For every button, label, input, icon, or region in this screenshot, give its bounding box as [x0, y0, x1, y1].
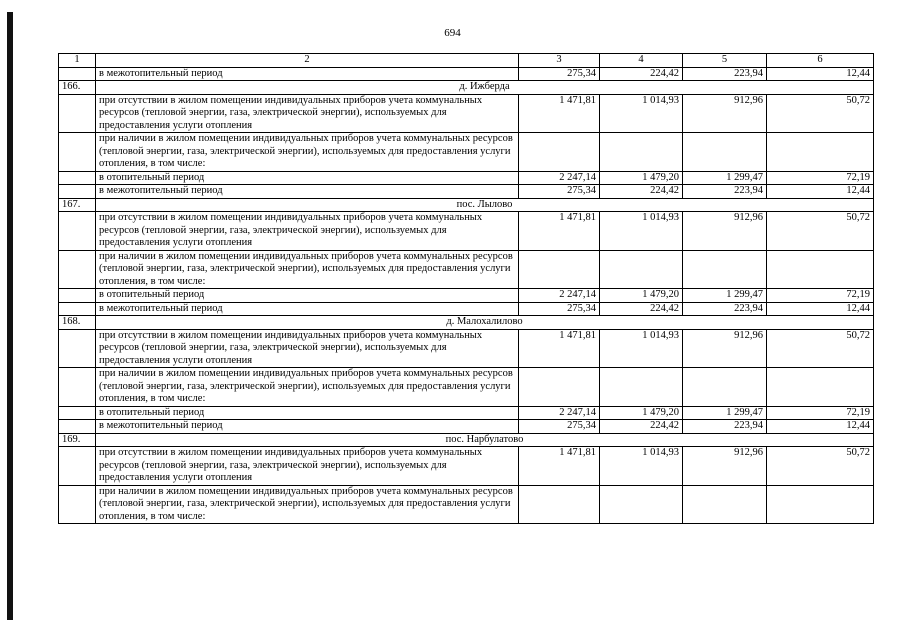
row-number-cell [59, 289, 96, 303]
value-cell: 1 014,93 [600, 329, 683, 368]
value-cell: 912,96 [683, 212, 767, 251]
condition-row [59, 329, 874, 368]
value-cell [683, 485, 767, 524]
period-row [59, 289, 874, 303]
value-cell: 275,34 [519, 185, 600, 199]
table-header-row [59, 54, 874, 68]
value-cell [519, 485, 600, 524]
period-row [59, 185, 874, 199]
value-cell: 1 299,47 [683, 171, 767, 185]
row-label: в межотопительный период [96, 420, 519, 434]
header-cell: 1 [59, 54, 96, 68]
header-cell: 3 [519, 54, 600, 68]
header-cell: 2 [96, 54, 519, 68]
settlement-row [59, 316, 874, 330]
value-cell: 72,19 [767, 289, 874, 303]
value-cell: 1 471,81 [519, 94, 600, 133]
value-cell: 1 479,20 [600, 289, 683, 303]
row-number-cell [59, 250, 96, 289]
page-number: 694 [444, 27, 461, 39]
period-row [59, 171, 874, 185]
row-number-cell [59, 406, 96, 420]
table-body [59, 54, 874, 524]
row-label: в межотопительный период [96, 67, 519, 81]
value-cell: 275,34 [519, 420, 600, 434]
row-number-cell [59, 171, 96, 185]
value-cell: 223,94 [683, 302, 767, 316]
settlement-name: д. Ижберда [96, 81, 874, 95]
value-cell: 2 247,14 [519, 171, 600, 185]
header-cell: 6 [767, 54, 874, 68]
value-cell [767, 485, 874, 524]
value-cell: 224,42 [600, 302, 683, 316]
value-cell: 1 014,93 [600, 447, 683, 486]
value-cell: 912,96 [683, 94, 767, 133]
value-cell: 1 471,81 [519, 329, 600, 368]
row-number-cell [59, 485, 96, 524]
period-row [59, 67, 874, 81]
row-number-cell [59, 368, 96, 407]
row-number-cell [59, 67, 96, 81]
condition-row [59, 485, 874, 524]
settlement-number: 167. [59, 198, 96, 212]
condition-row [59, 368, 874, 407]
value-cell [600, 368, 683, 407]
value-cell [600, 485, 683, 524]
value-cell: 224,42 [600, 420, 683, 434]
condition-row [59, 212, 874, 251]
settlement-name: д. Малохалилово [96, 316, 874, 330]
value-cell: 223,94 [683, 185, 767, 199]
value-cell: 2 247,14 [519, 406, 600, 420]
header-cell: 5 [683, 54, 767, 68]
period-row [59, 420, 874, 434]
value-cell: 50,72 [767, 212, 874, 251]
row-number-cell [59, 447, 96, 486]
value-cell [519, 368, 600, 407]
value-cell [600, 250, 683, 289]
scan-edge-bar [7, 12, 13, 620]
row-label: в отопительный период [96, 289, 519, 303]
row-label: в отопительный период [96, 406, 519, 420]
value-cell: 224,42 [600, 185, 683, 199]
value-cell: 1 471,81 [519, 447, 600, 486]
row-label: при отсутствии в жилом помещении индивидуальных приборов учета коммунальных ресурсов (тепловой энергии, газа, электрической энергии), используемых для предоставления услуги отопления [96, 447, 519, 486]
value-cell: 1 299,47 [683, 289, 767, 303]
row-label: при отсутствии в жилом помещении индивидуальных приборов учета коммунальных ресурсов (тепловой энергии, газа, электрической энергии), используемых для предоставления услуги отопления [96, 329, 519, 368]
value-cell: 223,94 [683, 420, 767, 434]
condition-row [59, 447, 874, 486]
value-cell: 50,72 [767, 447, 874, 486]
value-cell [519, 250, 600, 289]
value-cell: 72,19 [767, 406, 874, 420]
row-number-cell [59, 185, 96, 199]
settlement-row [59, 433, 874, 447]
row-number-cell [59, 329, 96, 368]
value-cell [519, 133, 600, 172]
settlement-row [59, 198, 874, 212]
value-cell: 1 479,20 [600, 171, 683, 185]
value-cell: 224,42 [600, 67, 683, 81]
value-cell: 223,94 [683, 67, 767, 81]
row-label: при наличии в жилом помещении индивидуальных приборов учета коммунальных ресурсов (тепловой энергии, газа, электрической энергии), используемых для предоставления услуги отопления, в том числе: [96, 485, 519, 524]
value-cell: 1 471,81 [519, 212, 600, 251]
value-cell: 12,44 [767, 302, 874, 316]
row-number-cell [59, 133, 96, 172]
row-label: при наличии в жилом помещении индивидуальных приборов учета коммунальных ресурсов (тепловой энергии, газа, электрической энергии), используемых для предоставления услуги отопления, в том числе: [96, 133, 519, 172]
row-number-cell [59, 94, 96, 133]
value-cell: 12,44 [767, 185, 874, 199]
row-label: при наличии в жилом помещении индивидуальных приборов учета коммунальных ресурсов (тепловой энергии, газа, электрической энергии), используемых для предоставления услуги отопления, в том числе: [96, 250, 519, 289]
value-cell: 1 014,93 [600, 212, 683, 251]
value-cell: 275,34 [519, 302, 600, 316]
value-cell [767, 250, 874, 289]
settlement-number: 168. [59, 316, 96, 330]
tariff-table [58, 53, 874, 524]
value-cell [683, 368, 767, 407]
value-cell: 50,72 [767, 329, 874, 368]
row-label: при наличии в жилом помещении индивидуальных приборов учета коммунальных ресурсов (тепловой энергии, газа, электрической энергии), используемых для предоставления услуги отопления, в том числе: [96, 368, 519, 407]
row-number-cell [59, 212, 96, 251]
condition-row [59, 133, 874, 172]
value-cell: 12,44 [767, 67, 874, 81]
row-label: в отопительный период [96, 171, 519, 185]
value-cell [683, 250, 767, 289]
condition-row [59, 250, 874, 289]
value-cell: 50,72 [767, 94, 874, 133]
settlement-number: 166. [59, 81, 96, 95]
value-cell: 1 479,20 [600, 406, 683, 420]
period-row [59, 302, 874, 316]
row-label: в межотопительный период [96, 302, 519, 316]
settlement-row [59, 81, 874, 95]
settlement-number: 169. [59, 433, 96, 447]
value-cell [600, 133, 683, 172]
row-number-cell [59, 302, 96, 316]
value-cell: 275,34 [519, 67, 600, 81]
value-cell [767, 368, 874, 407]
row-number-cell [59, 420, 96, 434]
value-cell: 2 247,14 [519, 289, 600, 303]
value-cell: 912,96 [683, 329, 767, 368]
row-label: в межотопительный период [96, 185, 519, 199]
value-cell [767, 133, 874, 172]
settlement-name: пос. Лылово [96, 198, 874, 212]
row-label: при отсутствии в жилом помещении индивидуальных приборов учета коммунальных ресурсов (тепловой энергии, газа, электрической энергии), используемых для предоставления услуги отопления [96, 212, 519, 251]
header-cell: 4 [600, 54, 683, 68]
condition-row [59, 94, 874, 133]
value-cell: 12,44 [767, 420, 874, 434]
period-row [59, 406, 874, 420]
value-cell: 1 299,47 [683, 406, 767, 420]
row-label: при отсутствии в жилом помещении индивидуальных приборов учета коммунальных ресурсов (тепловой энергии, газа, электрической энергии), используемых для предоставления услуги отопления [96, 94, 519, 133]
value-cell: 72,19 [767, 171, 874, 185]
value-cell: 1 014,93 [600, 94, 683, 133]
settlement-name: пос. Нарбулатово [96, 433, 874, 447]
value-cell: 912,96 [683, 447, 767, 486]
value-cell [683, 133, 767, 172]
